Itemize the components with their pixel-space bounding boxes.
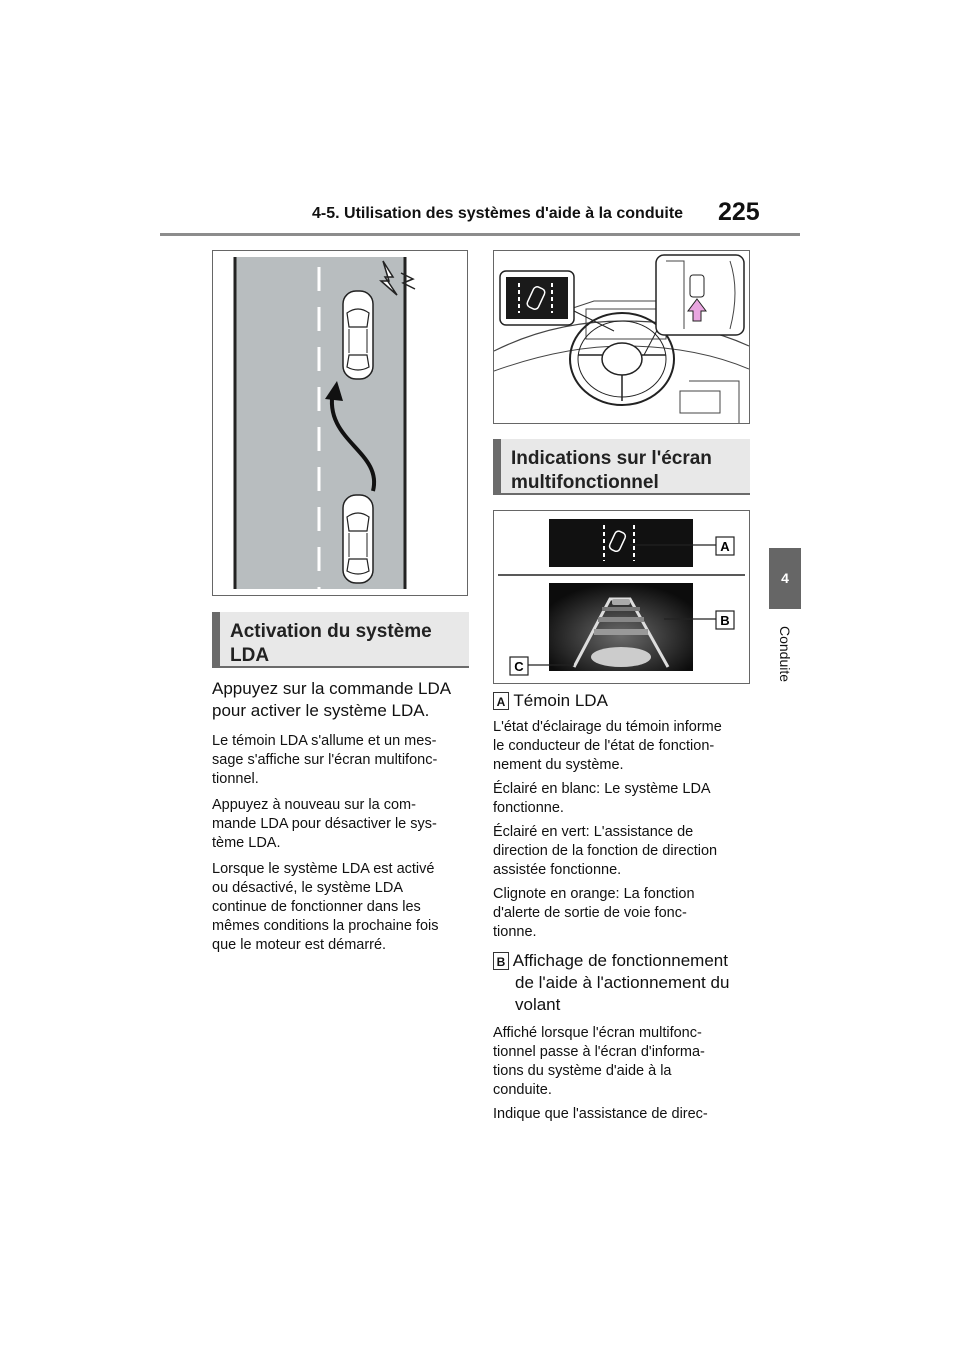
- paragraph: L'état d'éclairage du témoin informe le conducteur de l'état de fonction- nement du système.: [493, 719, 722, 773]
- car-drifting: [343, 291, 373, 379]
- section-heading-line: multifonctionnel: [511, 472, 659, 493]
- section-heading-line: LDA: [230, 645, 270, 666]
- callout-b: B: [720, 613, 730, 628]
- section-heading-indications: [493, 439, 750, 495]
- paragraph: Appuyez à nouveau sur la com- mande LDA pour désactiver le sys- tème LDA.: [212, 797, 437, 851]
- chapter-title: 4-5. Utilisation des systèmes d'aide à la conduite: [312, 205, 684, 222]
- right-text-block: [493, 690, 758, 1124]
- road-svg: [213, 251, 467, 595]
- chapter-tab-label: Conduite: [777, 625, 793, 683]
- label-a-badge: A: [493, 692, 509, 710]
- lead-line: pour activer le système LDA.: [212, 701, 430, 720]
- section-heading-activation: [212, 612, 469, 668]
- callout-c: C: [514, 659, 524, 674]
- car-original: [343, 495, 373, 583]
- lane-departure-illustration: [212, 250, 468, 596]
- paragraph: Affiché lorsque l'écran multifonc- tionnel passe à l'écran d'informa- tions du système d'aide à la conduite.: [493, 1025, 705, 1098]
- header-rule: [160, 233, 800, 236]
- dashboard-svg: [494, 251, 749, 423]
- label-b-badge: B: [493, 952, 509, 970]
- left-text-block: [212, 678, 472, 955]
- paragraph: Indique que l'assistance de direc-: [493, 1106, 708, 1122]
- lead-line: Appuyez sur la commande LDA: [212, 679, 452, 698]
- paragraph: Lorsque le système LDA est activé ou désactivé, le système LDA continue de fonctionner dans les mêmes conditions la prochaine fois que le moteur est démarré.: [212, 861, 439, 953]
- paragraph: Éclairé en blanc: Le système LDA fonctionne.: [493, 781, 711, 816]
- item-a-heading: A Témoin LDA: [493, 690, 758, 712]
- vehicle-icon: [591, 647, 651, 667]
- road-surface: [235, 257, 405, 589]
- page-number: 225: [718, 198, 760, 226]
- section-heading-line: Activation du système: [230, 621, 432, 642]
- screen-svg: [494, 511, 749, 683]
- callout-a: A: [720, 539, 730, 554]
- section-heading-line: Indications sur l'écran: [511, 448, 712, 469]
- lda-switch-button: [690, 275, 704, 297]
- paragraph: Clignote en orange: La fonction d'alerte de sortie de voie fonc- tionne.: [493, 886, 695, 940]
- multi-information-display-illustration: [493, 510, 750, 684]
- item-b-heading: B Affichage de fonctionnement de l'aide à l'actionnement du volant: [493, 950, 758, 1016]
- paragraph: Le témoin LDA s'allume et un mes- sage s'affiche sur l'écran multifonc- tionnel.: [212, 733, 438, 787]
- paragraph: Éclairé en vert: L'assistance de direction de la fonction de direction assistée fonctionne.: [493, 824, 718, 878]
- chapter-tab[interactable]: 4: [769, 548, 801, 609]
- dashboard-illustration: [493, 250, 750, 424]
- lda-indicator-area: [549, 519, 693, 567]
